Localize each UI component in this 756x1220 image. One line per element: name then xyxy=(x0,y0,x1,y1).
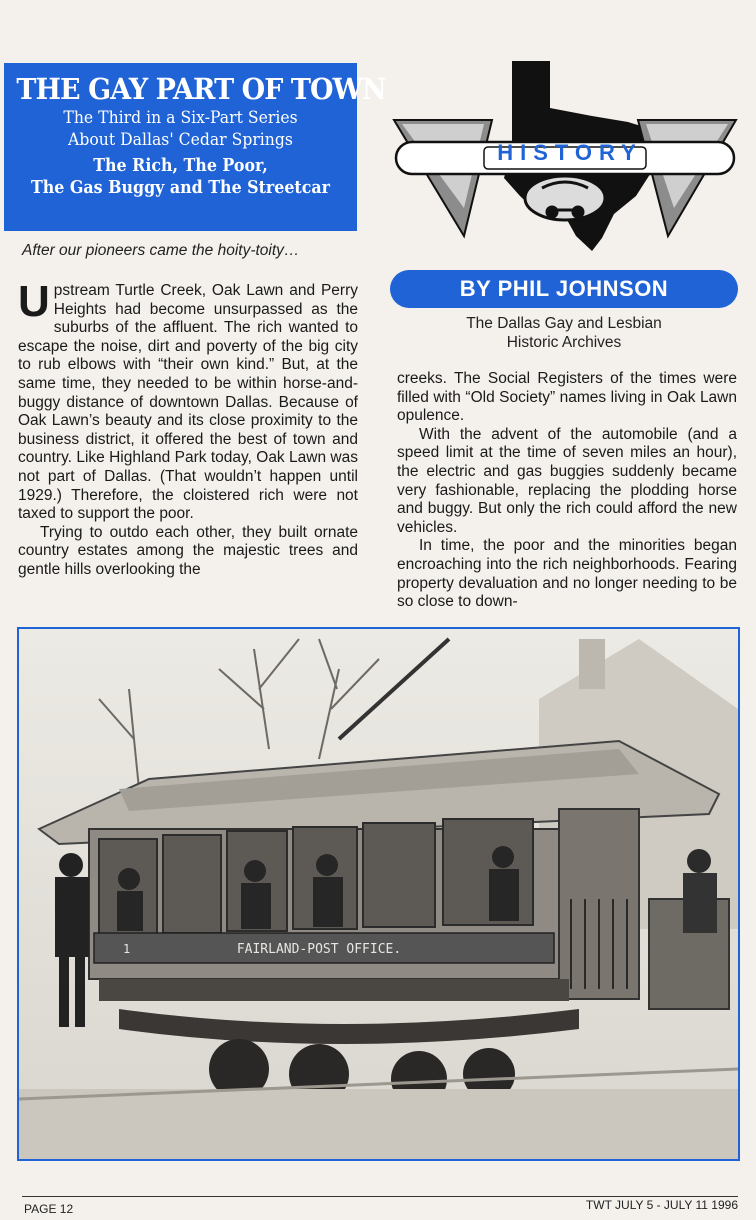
article-paragraph: With the advent of the automobile (and a speed limit at the time of seven miles an hour), the electric and gas buggies suddenly became very fashionable, replacing the plodding horse and buggy. But only the rich could afford the new vehicles. xyxy=(397,425,737,536)
affiliation-line1: The Dallas Gay and Lesbian xyxy=(466,315,662,332)
byline-banner: BY PHIL JOHNSON xyxy=(390,270,738,308)
article-paragraph: creeks. The Social Registers of the times were filled with “Old Society” names living in Oak Lawn opulence. xyxy=(397,370,737,425)
headline-line1: The Rich, The Poor, xyxy=(93,155,268,176)
article-column-right xyxy=(397,370,737,622)
destination-sign: FAIRLAND-POST OFFICE. xyxy=(236,942,402,957)
author-affiliation xyxy=(390,314,738,352)
car-number: 1 xyxy=(123,942,131,956)
history-label: HISTORY xyxy=(497,140,643,165)
title-box xyxy=(4,63,386,231)
affiliation-line2: Historic Archives xyxy=(506,334,622,351)
issue-date: TWT JULY 5 - JULY 11 1996 xyxy=(585,1198,738,1212)
series-subtitle-line2: About Dallas' Cedar Springs xyxy=(68,130,293,150)
footer-rule xyxy=(22,1196,738,1197)
streetcar-illustration xyxy=(19,629,738,1159)
article-paragraph: Trying to outdo each other, they built ornate country estates among the majestic trees and gentle hills overlooking the xyxy=(18,523,358,578)
series-subtitle-line1: The Third in a Six-Part Series xyxy=(63,108,298,128)
trolley-emblem-icon xyxy=(525,176,605,220)
paragraph-text: pstream Turtle Creek, Oak Lawn and Perry Heights had become unsurpassed as the suburbs of the affluent. The rich wanted to escape the noise, dirt and poverty of the big city to rub elbows with “their own kind.” But, at the same time, they needed to be within horse-and-buggy distance of downtown Dallas. Because of Oak Lawn’s beauty and its close proximity to the business district, it offered the best of town and country. Like Highland Park today, Oak Lawn was not part of Dallas. (That wouldn’t happen until 1929.) Therefore, the cloistered rich were not taxed to support the poor. xyxy=(18,282,358,523)
series-title: THE GAY PART OF TOWN xyxy=(16,72,386,106)
article-column-left xyxy=(18,282,358,622)
streetcar-photo xyxy=(17,627,740,1161)
page-number: PAGE 12 xyxy=(24,1202,74,1216)
headline-line2: The Gas Buggy and The Streetcar xyxy=(30,177,330,198)
article-paragraph: In time, the poor and the minorities began encroaching into the rich neighborhoods. Fearing property devaluation and no longer needing to be so close to down- xyxy=(397,537,737,611)
article-paragraph xyxy=(18,282,358,524)
intro-deck: After our pioneers came the hoity-toity… xyxy=(22,242,300,259)
drop-cap: U xyxy=(18,282,50,326)
